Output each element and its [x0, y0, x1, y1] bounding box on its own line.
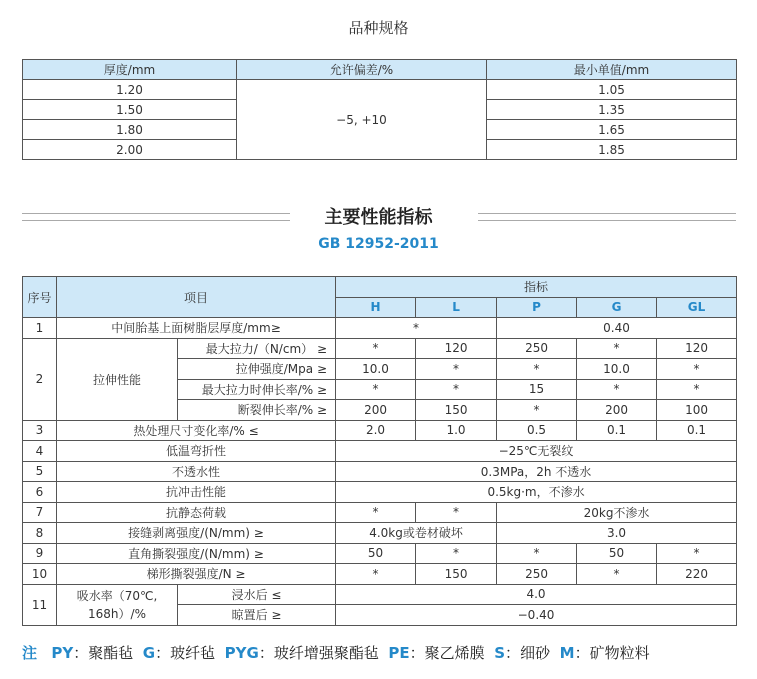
spec-tolerance: −5, +10 — [237, 80, 487, 160]
row-value: 200 — [577, 400, 657, 421]
row-value: * — [336, 338, 416, 359]
row-value: * — [657, 543, 737, 564]
row-item: 抗冲击性能 — [57, 482, 336, 503]
row-no: 2 — [23, 338, 57, 420]
spec-header-tolerance: 允许偏差/% — [237, 60, 487, 80]
row-value: 4.0kg或卷材破坏 — [336, 523, 497, 544]
row-no: 6 — [23, 482, 57, 503]
row-value: * — [336, 379, 416, 400]
perf-header-index: 指标 — [336, 277, 737, 298]
perf-type-h: H — [336, 297, 416, 318]
footnote-key: PE — [388, 644, 410, 662]
row-subitem: 浸水后 ≤ — [178, 584, 336, 605]
table-row — [23, 523, 737, 544]
spec-thickness: 1.20 — [23, 80, 237, 100]
row-value: * — [657, 379, 737, 400]
row-item: 低温弯折性 — [57, 441, 336, 462]
row-value: 0.1 — [577, 420, 657, 441]
table-row — [23, 318, 737, 339]
table-row — [23, 482, 737, 503]
table-row — [23, 564, 737, 585]
row-value: 250 — [497, 338, 577, 359]
spec-header-min: 最小单值/mm — [487, 60, 737, 80]
row-value: 10.0 — [577, 359, 657, 380]
row-value: 200 — [336, 400, 416, 421]
table-row — [23, 502, 737, 523]
row-value: * — [336, 564, 416, 585]
spec-title: 品种规格 — [348, 19, 409, 37]
row-value: * — [577, 564, 657, 585]
row-value: 1.0 — [416, 420, 497, 441]
row-item: 抗静态荷载 — [57, 502, 336, 523]
row-value: * — [416, 543, 497, 564]
row-item: 中间胎基上面树脂层厚度/mm≥ — [57, 318, 336, 339]
spec-min-value: 1.65 — [487, 120, 737, 140]
row-no: 4 — [23, 441, 57, 462]
row-subitem: 断裂伸长率/% ≥ — [178, 400, 336, 421]
perf-header-item: 项目 — [57, 277, 336, 318]
row-no: 7 — [23, 502, 57, 523]
table-row — [23, 543, 737, 564]
row-value: 2.0 — [336, 420, 416, 441]
row-value: 0.1 — [657, 420, 737, 441]
row-value: * — [416, 359, 497, 380]
footnote-value: 玻纤毡 — [170, 644, 216, 662]
row-no: 3 — [23, 420, 57, 441]
row-subitem: 最大拉力时伸长率/% ≥ — [178, 379, 336, 400]
footnote: 注 PY：聚酯毡 G：玻纤毡 PYG：玻纤增强聚酯毡 PE：聚乙烯膜 S：细砂 M：矿物粒料 — [22, 644, 650, 662]
row-value: −0.40 — [336, 605, 737, 626]
row-no: 1 — [23, 318, 57, 339]
spec-min-value: 1.05 — [487, 80, 737, 100]
row-item: 热处理尺寸变化率/% ≤ — [57, 420, 336, 441]
row-value: 0.5 — [497, 420, 577, 441]
row-value: 50 — [336, 543, 416, 564]
perf-table — [22, 276, 737, 626]
footnote-key: S — [494, 644, 506, 662]
row-value: −25℃无裂纹 — [336, 441, 737, 462]
perf-header-no: 序号 — [23, 277, 57, 318]
table-row — [23, 338, 737, 359]
row-value: 4.0 — [336, 584, 737, 605]
row-value: 220 — [657, 564, 737, 585]
spec-min-value: 1.35 — [487, 100, 737, 120]
row-value: 0.3MPa，2h 不透水 — [336, 461, 737, 482]
row-value: * — [577, 338, 657, 359]
row-value: * — [577, 379, 657, 400]
row-item: 不透水性 — [57, 461, 336, 482]
footnote-value: 矿物粒料 — [589, 644, 650, 662]
spec-thickness: 1.80 — [23, 120, 237, 140]
spec-header-thickness: 厚度/mm — [23, 60, 237, 80]
table-row — [23, 420, 737, 441]
row-group-line: 吸水率（70℃, — [76, 588, 158, 603]
table-row — [23, 584, 737, 605]
spec-thickness: 2.00 — [23, 140, 237, 160]
spec-thickness: 1.50 — [23, 100, 237, 120]
row-group — [57, 584, 178, 625]
row-value: 20kg不渗水 — [497, 502, 737, 523]
row-value: 150 — [416, 400, 497, 421]
row-value: * — [497, 543, 577, 564]
row-value: 0.5kg·m，不渗水 — [336, 482, 737, 503]
perf-type-p: P — [497, 297, 577, 318]
row-value: 15 — [497, 379, 577, 400]
row-no: 5 — [23, 461, 57, 482]
footnote-value: 细砂 — [520, 644, 551, 662]
row-no: 11 — [23, 584, 57, 625]
footnote-value: 玻纤增强聚酯毡 — [273, 644, 379, 662]
spec-min-value: 1.85 — [487, 140, 737, 160]
row-value: 250 — [497, 564, 577, 585]
row-item: 梯形撕裂强度/N ≥ — [57, 564, 336, 585]
row-value: * — [497, 359, 577, 380]
perf-title: 主要性能指标 — [324, 207, 433, 228]
footnote-label: 注 — [22, 644, 38, 662]
table-row — [23, 80, 737, 100]
row-subitem: 最大拉力/（N/cm） ≥ — [178, 338, 336, 359]
row-item: 接缝剥离强度/(N/mm) ≥ — [57, 523, 336, 544]
row-item: 直角撕裂强度/(N/mm) ≥ — [57, 543, 336, 564]
row-subitem: 晾置后 ≥ — [178, 605, 336, 626]
perf-standard: GB 12952-2011 — [318, 236, 439, 252]
perf-type-g: G — [577, 297, 657, 318]
row-value: * — [336, 318, 497, 339]
row-value: 3.0 — [497, 523, 737, 544]
row-value: 120 — [416, 338, 497, 359]
row-value: 150 — [416, 564, 497, 585]
row-group: 拉伸性能 — [57, 338, 178, 420]
footnote-key: PY — [51, 644, 74, 662]
row-value: * — [336, 502, 416, 523]
row-value: * — [416, 502, 497, 523]
footnote-value: 聚酯毡 — [88, 644, 134, 662]
perf-type-l: L — [416, 297, 497, 318]
row-subitem: 拉伸强度/Mpa ≥ — [178, 359, 336, 380]
perf-type-gl: GL — [657, 297, 737, 318]
table-row — [23, 441, 737, 462]
row-no: 8 — [23, 523, 57, 544]
row-no: 10 — [23, 564, 57, 585]
row-group-line: 168h）/% — [88, 606, 146, 621]
table-row — [23, 461, 737, 482]
spec-table — [22, 59, 737, 160]
row-value: 120 — [657, 338, 737, 359]
row-value: * — [497, 400, 577, 421]
footnote-key: PYG — [224, 644, 259, 662]
footnote-value: 聚乙烯膜 — [424, 644, 485, 662]
footnote-key: M — [559, 644, 575, 662]
row-value: * — [416, 379, 497, 400]
row-value: 50 — [577, 543, 657, 564]
row-value: 100 — [657, 400, 737, 421]
row-value: 10.0 — [336, 359, 416, 380]
row-value: * — [657, 359, 737, 380]
row-value: 0.40 — [497, 318, 737, 339]
footnote-key: G — [142, 644, 156, 662]
row-no: 9 — [23, 543, 57, 564]
